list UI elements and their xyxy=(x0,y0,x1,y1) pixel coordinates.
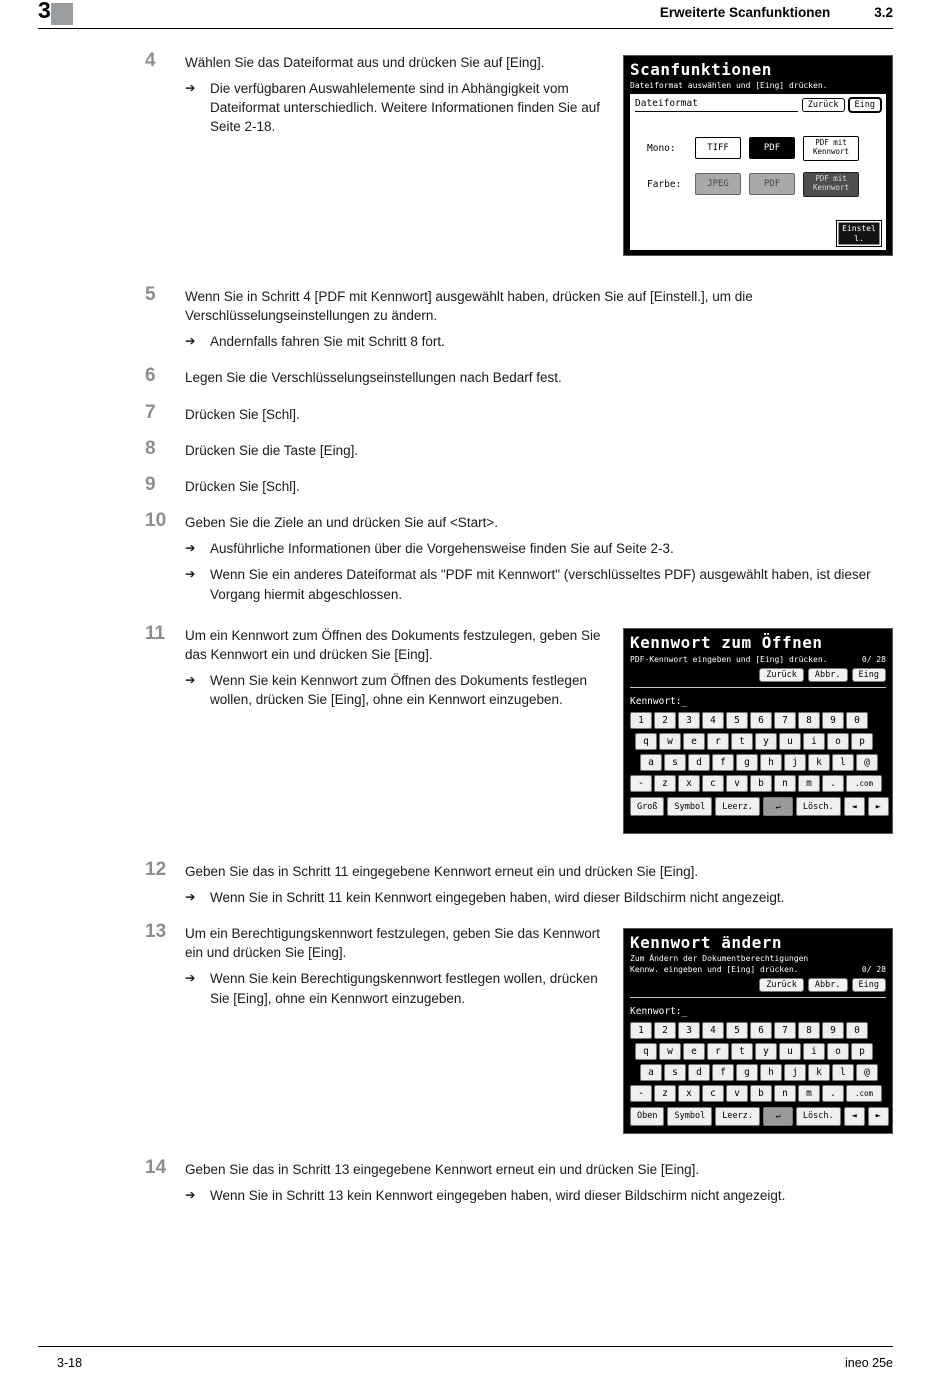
key-4[interactable]: 4 xyxy=(702,712,724,729)
key-.com[interactable]: .com xyxy=(846,1085,882,1102)
key-g[interactable]: g xyxy=(736,754,758,771)
step-4 xyxy=(145,50,893,261)
step-text: Geben Sie das in Schritt 11 eingegebene Kennwort erneut ein und drücken Sie [Eing]. xyxy=(185,863,699,879)
key-6[interactable]: 6 xyxy=(750,1022,772,1039)
kennwort-field: Kennwort:_ xyxy=(630,696,688,708)
bullet xyxy=(185,565,893,603)
step-number: 10 xyxy=(145,510,167,532)
bullet-text: Wenn Sie in Schritt 13 kein Kennwort eingegeben haben, wird dieser Bildschirm nicht angezeigt. xyxy=(210,1188,786,1204)
function-key-►[interactable]: ► xyxy=(868,797,889,816)
key-r[interactable]: r xyxy=(707,1043,729,1060)
page-number: 3-18 xyxy=(57,1356,83,1370)
key-z[interactable]: z xyxy=(654,775,676,792)
lcd-subtitle-row xyxy=(630,965,886,974)
step-text: Um ein Berechtigungskennwort festzulegen, geben Sie das Kennwort ein und drücken Sie [Eing]. xyxy=(185,926,600,961)
lcd-button-row xyxy=(630,978,886,998)
key-m[interactable]: m xyxy=(798,1085,820,1102)
bullet-text: Wenn Sie kein Kennwort zum Öffnen des Dokuments festlegen wollen, drücken Sie [Eing], ohne ein Kennwort einzugeben. xyxy=(210,673,587,708)
panel-head xyxy=(635,98,881,112)
key-u[interactable]: u xyxy=(779,733,801,750)
key-s[interactable]: s xyxy=(664,754,686,771)
key-b[interactable]: b xyxy=(750,775,772,792)
key-@[interactable]: @ xyxy=(856,1064,878,1081)
keyboard-row xyxy=(630,1085,886,1102)
page-body xyxy=(145,50,893,1222)
key-b[interactable]: b xyxy=(750,1085,772,1102)
key-4[interactable]: 4 xyxy=(702,1022,724,1039)
keyboard-row xyxy=(630,712,886,729)
lcd-subtitle-line1: Zum Ändern der Dokumentberechtigungen xyxy=(630,953,809,963)
key-h[interactable]: h xyxy=(760,754,782,771)
pdf-mit-kennwort-farbe-button[interactable]: PDF mit Kennwort xyxy=(803,172,859,197)
mono-format-row xyxy=(635,136,881,161)
key-n[interactable]: n xyxy=(774,775,796,792)
key-1[interactable]: 1 xyxy=(630,1022,652,1039)
lcd-subtitle-row xyxy=(630,653,886,664)
eing-button[interactable]: Eing xyxy=(852,978,886,992)
function-key-↵[interactable]: ↵ xyxy=(763,1107,793,1126)
password-keyboard xyxy=(630,712,886,792)
key-k[interactable]: k xyxy=(808,754,830,771)
step-6 xyxy=(145,365,893,387)
key-t[interactable]: t xyxy=(731,733,753,750)
key-x[interactable]: x xyxy=(678,775,700,792)
keyboard-row xyxy=(630,775,886,792)
keyboard-row xyxy=(640,754,886,771)
step-14 xyxy=(145,1157,893,1205)
step-7 xyxy=(145,401,893,424)
tiff-button[interactable]: TIFF xyxy=(695,137,741,159)
step-9 xyxy=(145,473,893,496)
key-6[interactable]: 6 xyxy=(750,712,772,729)
key-3[interactable]: 3 xyxy=(678,1022,700,1039)
bullet-text: Andernfalls fahren Sie mit Schritt 8 fort. xyxy=(210,334,445,350)
bullet xyxy=(185,79,617,136)
key-9[interactable]: 9 xyxy=(822,712,844,729)
key-1[interactable]: 1 xyxy=(630,712,652,729)
jpeg-button[interactable]: JPEG xyxy=(695,173,741,195)
key-5[interactable]: 5 xyxy=(726,712,748,729)
key-3[interactable]: 3 xyxy=(678,712,700,729)
section-number: 3.2 xyxy=(874,5,893,20)
key-q[interactable]: q xyxy=(635,1043,657,1060)
function-key-Lösch.[interactable]: Lösch. xyxy=(796,797,841,816)
farbe-format-row xyxy=(635,172,881,197)
key-o[interactable]: o xyxy=(827,1043,849,1060)
key-c[interactable]: c xyxy=(702,775,724,792)
key-u[interactable]: u xyxy=(779,1043,801,1060)
zurueck-button[interactable]: Zurück xyxy=(759,668,804,682)
step-number: 12 xyxy=(145,858,167,880)
key-a[interactable]: a xyxy=(640,754,662,771)
key-o[interactable]: o xyxy=(827,733,849,750)
bullet xyxy=(185,888,893,907)
key-p[interactable]: p xyxy=(851,733,873,750)
step-12 xyxy=(145,858,893,907)
step-text: Drücken Sie [Schl]. xyxy=(185,406,300,422)
key-q[interactable]: q xyxy=(635,733,657,750)
key-.[interactable]: . xyxy=(822,1085,844,1102)
abbr-button[interactable]: Abbr. xyxy=(808,978,848,992)
function-key-Oben[interactable]: Oben xyxy=(630,1107,664,1126)
step-text: Geben Sie das in Schritt 13 eingegebene Kennwort erneut ein und drücken Sie [Eing]. xyxy=(185,1162,700,1178)
keyboard-row xyxy=(630,1022,886,1039)
product-name: ineo 25e xyxy=(845,1356,893,1370)
step-number: 13 xyxy=(145,921,167,943)
key-7[interactable]: 7 xyxy=(774,712,796,729)
step-text: Geben Sie die Ziele an und drücken Sie auf <Start>. xyxy=(185,515,498,531)
lcd-title: Kennwort zum Öffnen xyxy=(630,632,823,652)
step-number: 7 xyxy=(145,401,156,423)
chapter-gray-box xyxy=(51,3,73,25)
keyboard-row xyxy=(635,733,886,750)
key-s[interactable]: s xyxy=(664,1064,686,1081)
step-text: Legen Sie die Verschlüsselungseinstellungen nach Bedarf fest. xyxy=(185,370,562,386)
bullet xyxy=(185,969,617,1007)
step-number: 14 xyxy=(145,1157,167,1179)
key-f[interactable]: f xyxy=(712,1064,734,1081)
step-10 xyxy=(145,510,893,604)
function-key-►[interactable]: ► xyxy=(868,1107,889,1126)
key-p[interactable]: p xyxy=(851,1043,873,1060)
key-e[interactable]: e xyxy=(683,733,705,750)
key-y[interactable]: y xyxy=(755,733,777,750)
keyboard-function-row xyxy=(630,797,886,816)
key-.[interactable]: . xyxy=(822,775,844,792)
farbe-label: Farbe: xyxy=(647,178,682,190)
dateiformat-label: Dateiformat xyxy=(635,98,798,112)
key-7[interactable]: 7 xyxy=(774,1022,796,1039)
key-h[interactable]: h xyxy=(760,1064,782,1081)
key-0[interactable]: 0 xyxy=(846,712,868,729)
key-a[interactable]: a xyxy=(640,1064,662,1081)
bullet xyxy=(185,539,893,558)
key-i[interactable]: i xyxy=(803,1043,825,1060)
header-section xyxy=(660,5,893,20)
arrow-bullet-icon: ➔ xyxy=(185,541,196,556)
step-text: Wenn Sie in Schritt 4 [PDF mit Kennwort] ausgewählt haben, drücken Sie auf [Einstell.], um die Verschlüsselungseinstellungen zu ändern. xyxy=(185,289,753,324)
bullet-text: Ausführliche Informationen über die Vorgehensweise finden Sie auf Seite 2-3. xyxy=(210,541,674,557)
bullet xyxy=(185,671,617,709)
step-number: 8 xyxy=(145,437,156,459)
arrow-bullet-icon: ➔ xyxy=(185,334,196,349)
function-key-Symbol[interactable]: Symbol xyxy=(667,797,712,816)
function-key-↵[interactable]: ↵ xyxy=(763,797,793,816)
bullet-text: Die verfügbaren Auswahlelemente sind in Abhängigkeit vom Dateiformat unterschiedlich. Weitere Informationen finden Sie auf Seite 2-18. xyxy=(210,81,600,135)
function-key-Groß[interactable]: Groß xyxy=(630,797,664,816)
password-keyboard xyxy=(630,1022,886,1102)
zurueck-button[interactable]: Zurück xyxy=(759,978,804,992)
key-g[interactable]: g xyxy=(736,1064,758,1081)
key-w[interactable]: w xyxy=(659,733,681,750)
key-j[interactable]: j xyxy=(784,754,806,771)
step-text: Wählen Sie das Dateiformat aus und drücken Sie auf [Eing]. xyxy=(185,55,545,70)
arrow-bullet-icon: ➔ xyxy=(185,673,196,688)
key-8[interactable]: 8 xyxy=(798,712,820,729)
step-13 xyxy=(145,921,893,1136)
mono-label: Mono: xyxy=(647,142,676,154)
key-9[interactable]: 9 xyxy=(822,1022,844,1039)
step-number: 6 xyxy=(145,365,156,387)
lcd-title: Kennwort ändern xyxy=(630,933,782,953)
function-key-Symbol[interactable]: Symbol xyxy=(667,1107,712,1126)
step-text: Um ein Kennwort zum Öffnen des Dokuments festzulegen, geben Sie das Kennwort ein und drücken Sie [Eing]. xyxy=(185,627,601,662)
lcd-subtitle: Dateiformat auswählen und [Eing] drücken. xyxy=(630,80,828,90)
key--[interactable]: - xyxy=(630,775,652,792)
pdf-farbe-button[interactable]: PDF xyxy=(749,173,795,195)
bullet xyxy=(185,1186,893,1205)
chapter-badge xyxy=(38,0,84,28)
step-5 xyxy=(145,284,893,351)
bullet-text: Wenn Sie ein anderes Dateiformat als "PDF mit Kennwort" (verschlüsseltes PDF) ausgewählt haben, ist dieser Vorgang hiermit abgeschlossen. xyxy=(210,567,871,602)
key-w[interactable]: w xyxy=(659,1043,681,1060)
arrow-bullet-icon: ➔ xyxy=(185,81,196,96)
lcd-screenshot-kennwort-zum-oeffnen xyxy=(623,628,893,834)
bullet-text: Wenn Sie kein Berechtigungskennwort festlegen wollen, drücken Sie [Eing], ohne ein Kennwort einzugeben. xyxy=(210,971,598,1006)
einstell-button[interactable]: Einstell. xyxy=(836,220,882,247)
lcd-screenshot-scanfunktionen xyxy=(623,55,893,256)
key-j[interactable]: j xyxy=(784,1064,806,1081)
abbr-button[interactable]: Abbr. xyxy=(808,668,848,682)
function-key-Leerz.[interactable]: Leerz. xyxy=(715,797,760,816)
footer-rule xyxy=(38,1346,893,1347)
bullet-text: Wenn Sie in Schritt 11 kein Kennwort eingegeben haben, wird dieser Bildschirm nicht angezeigt. xyxy=(210,889,785,905)
step-number: 5 xyxy=(145,284,156,305)
lcd-button-row xyxy=(630,668,886,688)
key-t[interactable]: t xyxy=(731,1043,753,1060)
key-m[interactable]: m xyxy=(798,775,820,792)
arrow-bullet-icon: ➔ xyxy=(185,889,196,904)
key-z[interactable]: z xyxy=(654,1085,676,1102)
key-v[interactable]: v xyxy=(726,1085,748,1102)
chapter-number: 3 xyxy=(38,0,51,23)
key-d[interactable]: d xyxy=(688,754,710,771)
arrow-bullet-icon: ➔ xyxy=(185,971,196,986)
dateiformat-panel xyxy=(630,94,886,250)
eing-button[interactable]: Eing xyxy=(849,98,881,112)
key-2[interactable]: 2 xyxy=(654,1022,676,1039)
arrow-bullet-icon: ➔ xyxy=(185,1188,196,1203)
key-y[interactable]: y xyxy=(755,1043,777,1060)
step-8 xyxy=(145,437,893,460)
keyboard-row xyxy=(640,1064,886,1081)
kennwort-field: Kennwort:_ xyxy=(630,1005,688,1017)
pdf-mit-kennwort-button[interactable]: PDF mit Kennwort xyxy=(803,136,859,161)
key-e[interactable]: e xyxy=(683,1043,705,1060)
keyboard-function-row xyxy=(630,1107,886,1126)
key--[interactable]: - xyxy=(630,1085,652,1102)
zurueck-button[interactable]: Zurück xyxy=(802,98,845,112)
step-number: 9 xyxy=(145,473,156,495)
key-@[interactable]: @ xyxy=(856,754,878,771)
section-title: Erweiterte Scanfunktionen xyxy=(659,5,831,20)
step-number: 4 xyxy=(145,50,156,71)
key-x[interactable]: x xyxy=(678,1085,700,1102)
function-key-Leerz.[interactable]: Leerz. xyxy=(715,1107,760,1126)
key-c[interactable]: c xyxy=(702,1085,724,1102)
step-number: 11 xyxy=(145,622,166,644)
key-5[interactable]: 5 xyxy=(726,1022,748,1039)
bullet xyxy=(185,332,893,351)
function-key-◄[interactable]: ◄ xyxy=(844,797,865,816)
key-l[interactable]: l xyxy=(832,754,854,771)
function-key-Lösch.[interactable]: Lösch. xyxy=(796,1107,841,1126)
arrow-bullet-icon: ➔ xyxy=(185,567,196,582)
key-v[interactable]: v xyxy=(726,775,748,792)
key-k[interactable]: k xyxy=(808,1064,830,1081)
step-11 xyxy=(145,622,893,838)
key-8[interactable]: 8 xyxy=(798,1022,820,1039)
eing-button[interactable]: Eing xyxy=(852,668,886,682)
lcd-screenshot-kennwort-aendern xyxy=(623,928,893,1134)
function-key-◄[interactable]: ◄ xyxy=(844,1107,865,1126)
character-counter: 0/ 28 xyxy=(861,655,886,665)
pdf-button[interactable]: PDF xyxy=(749,137,795,159)
key-l[interactable]: l xyxy=(832,1064,854,1081)
key-r[interactable]: r xyxy=(707,733,729,750)
step-text: Drücken Sie die Taste [Eing]. xyxy=(185,442,359,458)
lcd-title: Scanfunktionen xyxy=(630,60,772,79)
key-d[interactable]: d xyxy=(688,1064,710,1081)
header-rule xyxy=(38,28,893,29)
step-text: Drücken Sie [Schl]. xyxy=(185,478,300,494)
key-2[interactable]: 2 xyxy=(654,712,676,729)
lcd-subtitle: PDF-Kennwort eingeben und [Eing] drücken. xyxy=(630,655,828,665)
page-footer xyxy=(57,1356,893,1370)
key-f[interactable]: f xyxy=(712,754,734,771)
key-.com[interactable]: .com xyxy=(846,775,882,792)
key-n[interactable]: n xyxy=(774,1085,796,1102)
page-header xyxy=(38,0,893,30)
character-counter: 0/ 28 xyxy=(861,964,886,974)
key-i[interactable]: i xyxy=(803,733,825,750)
lcd-subtitle-line2: Kennw. eingeben und [Eing] drücken. xyxy=(630,964,799,974)
keyboard-row xyxy=(635,1043,886,1060)
key-0[interactable]: 0 xyxy=(846,1022,868,1039)
